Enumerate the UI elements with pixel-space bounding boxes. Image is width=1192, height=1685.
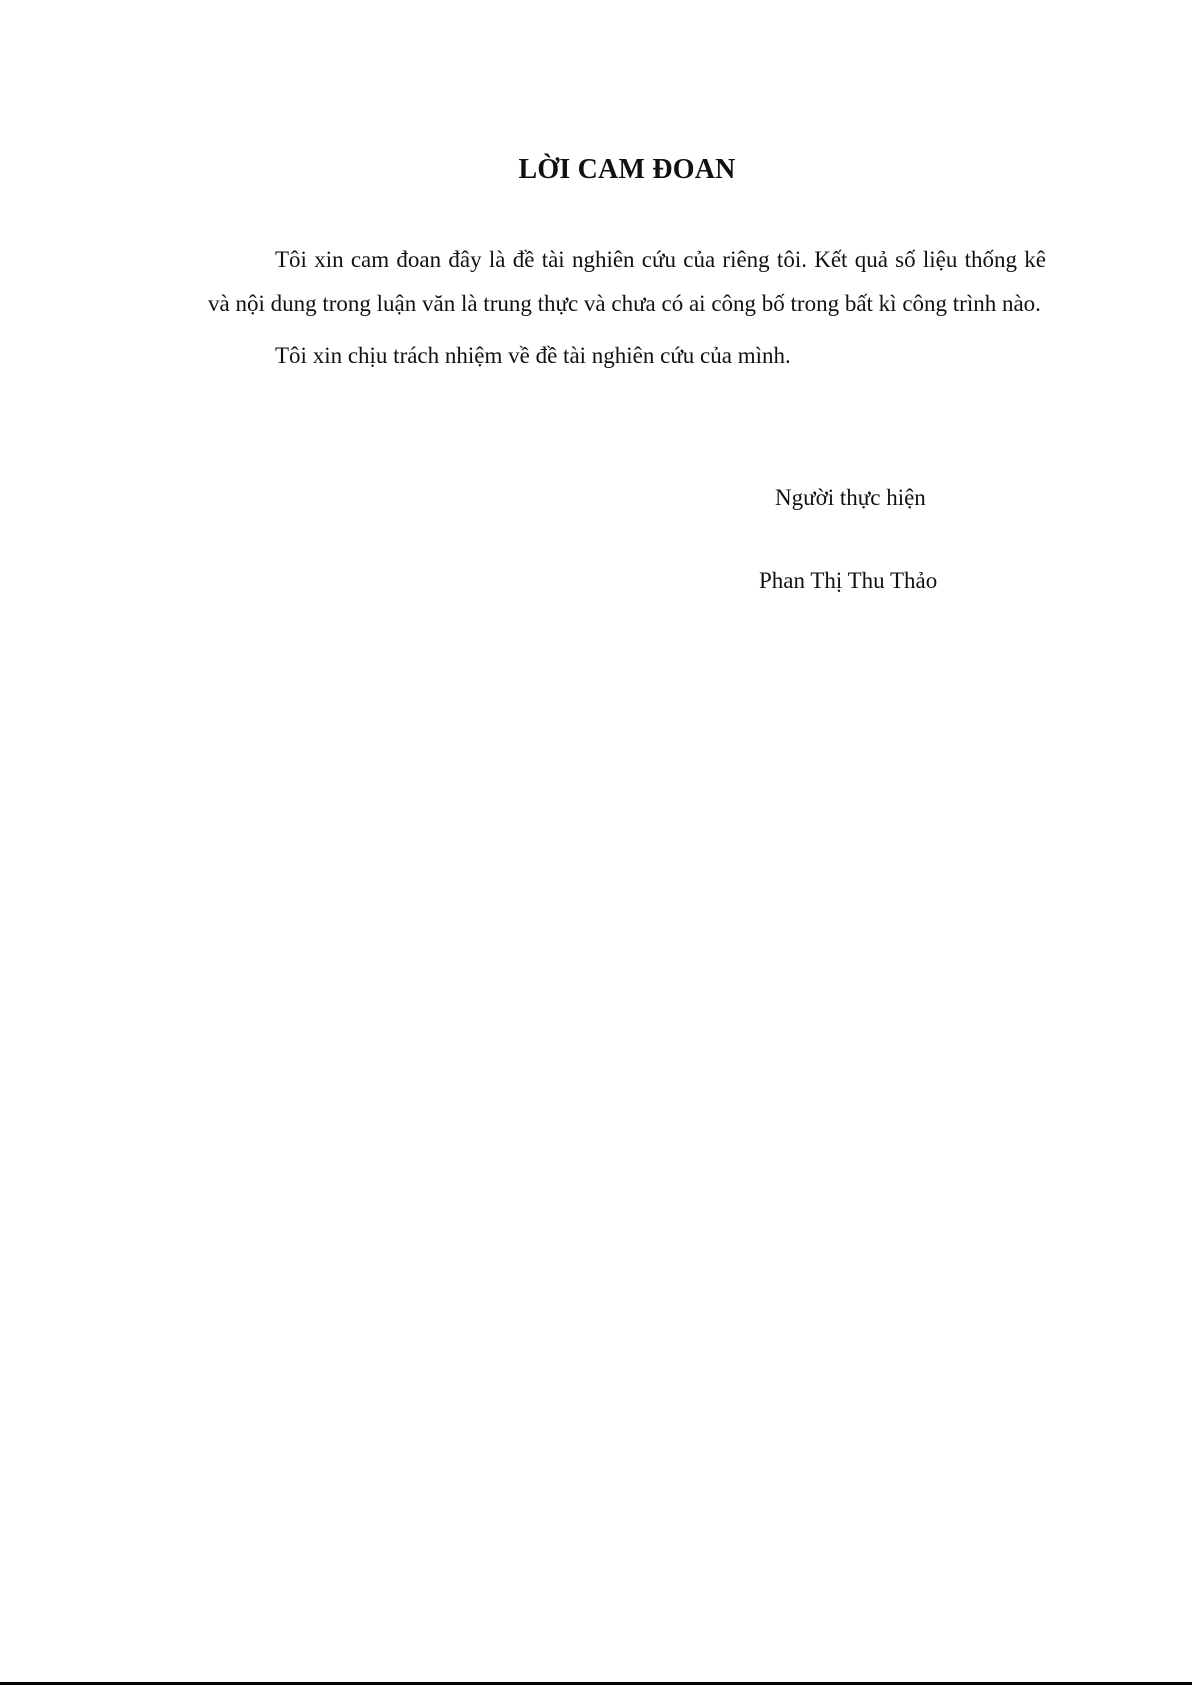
declaration-body xyxy=(208,238,1046,378)
page-title: LỜI CAM ĐOAN xyxy=(518,154,736,185)
declaration-paragraph-1: Tôi xin cam đoan đây là đề tài nghiên cứu của riêng tôi. Kết quả số liệu thống kê và nội dung trong luận văn là trung thực và chưa có ai công bố trong bất kì công trình nào. xyxy=(208,247,1046,316)
declaration-paragraph-2: Tôi xin chịu trách nhiệm về đề tài nghiên cứu của mình. xyxy=(275,343,791,368)
signature-role: Người thực hiện xyxy=(775,485,926,510)
signature-name: Phan Thị Thu Thảo xyxy=(759,568,938,593)
